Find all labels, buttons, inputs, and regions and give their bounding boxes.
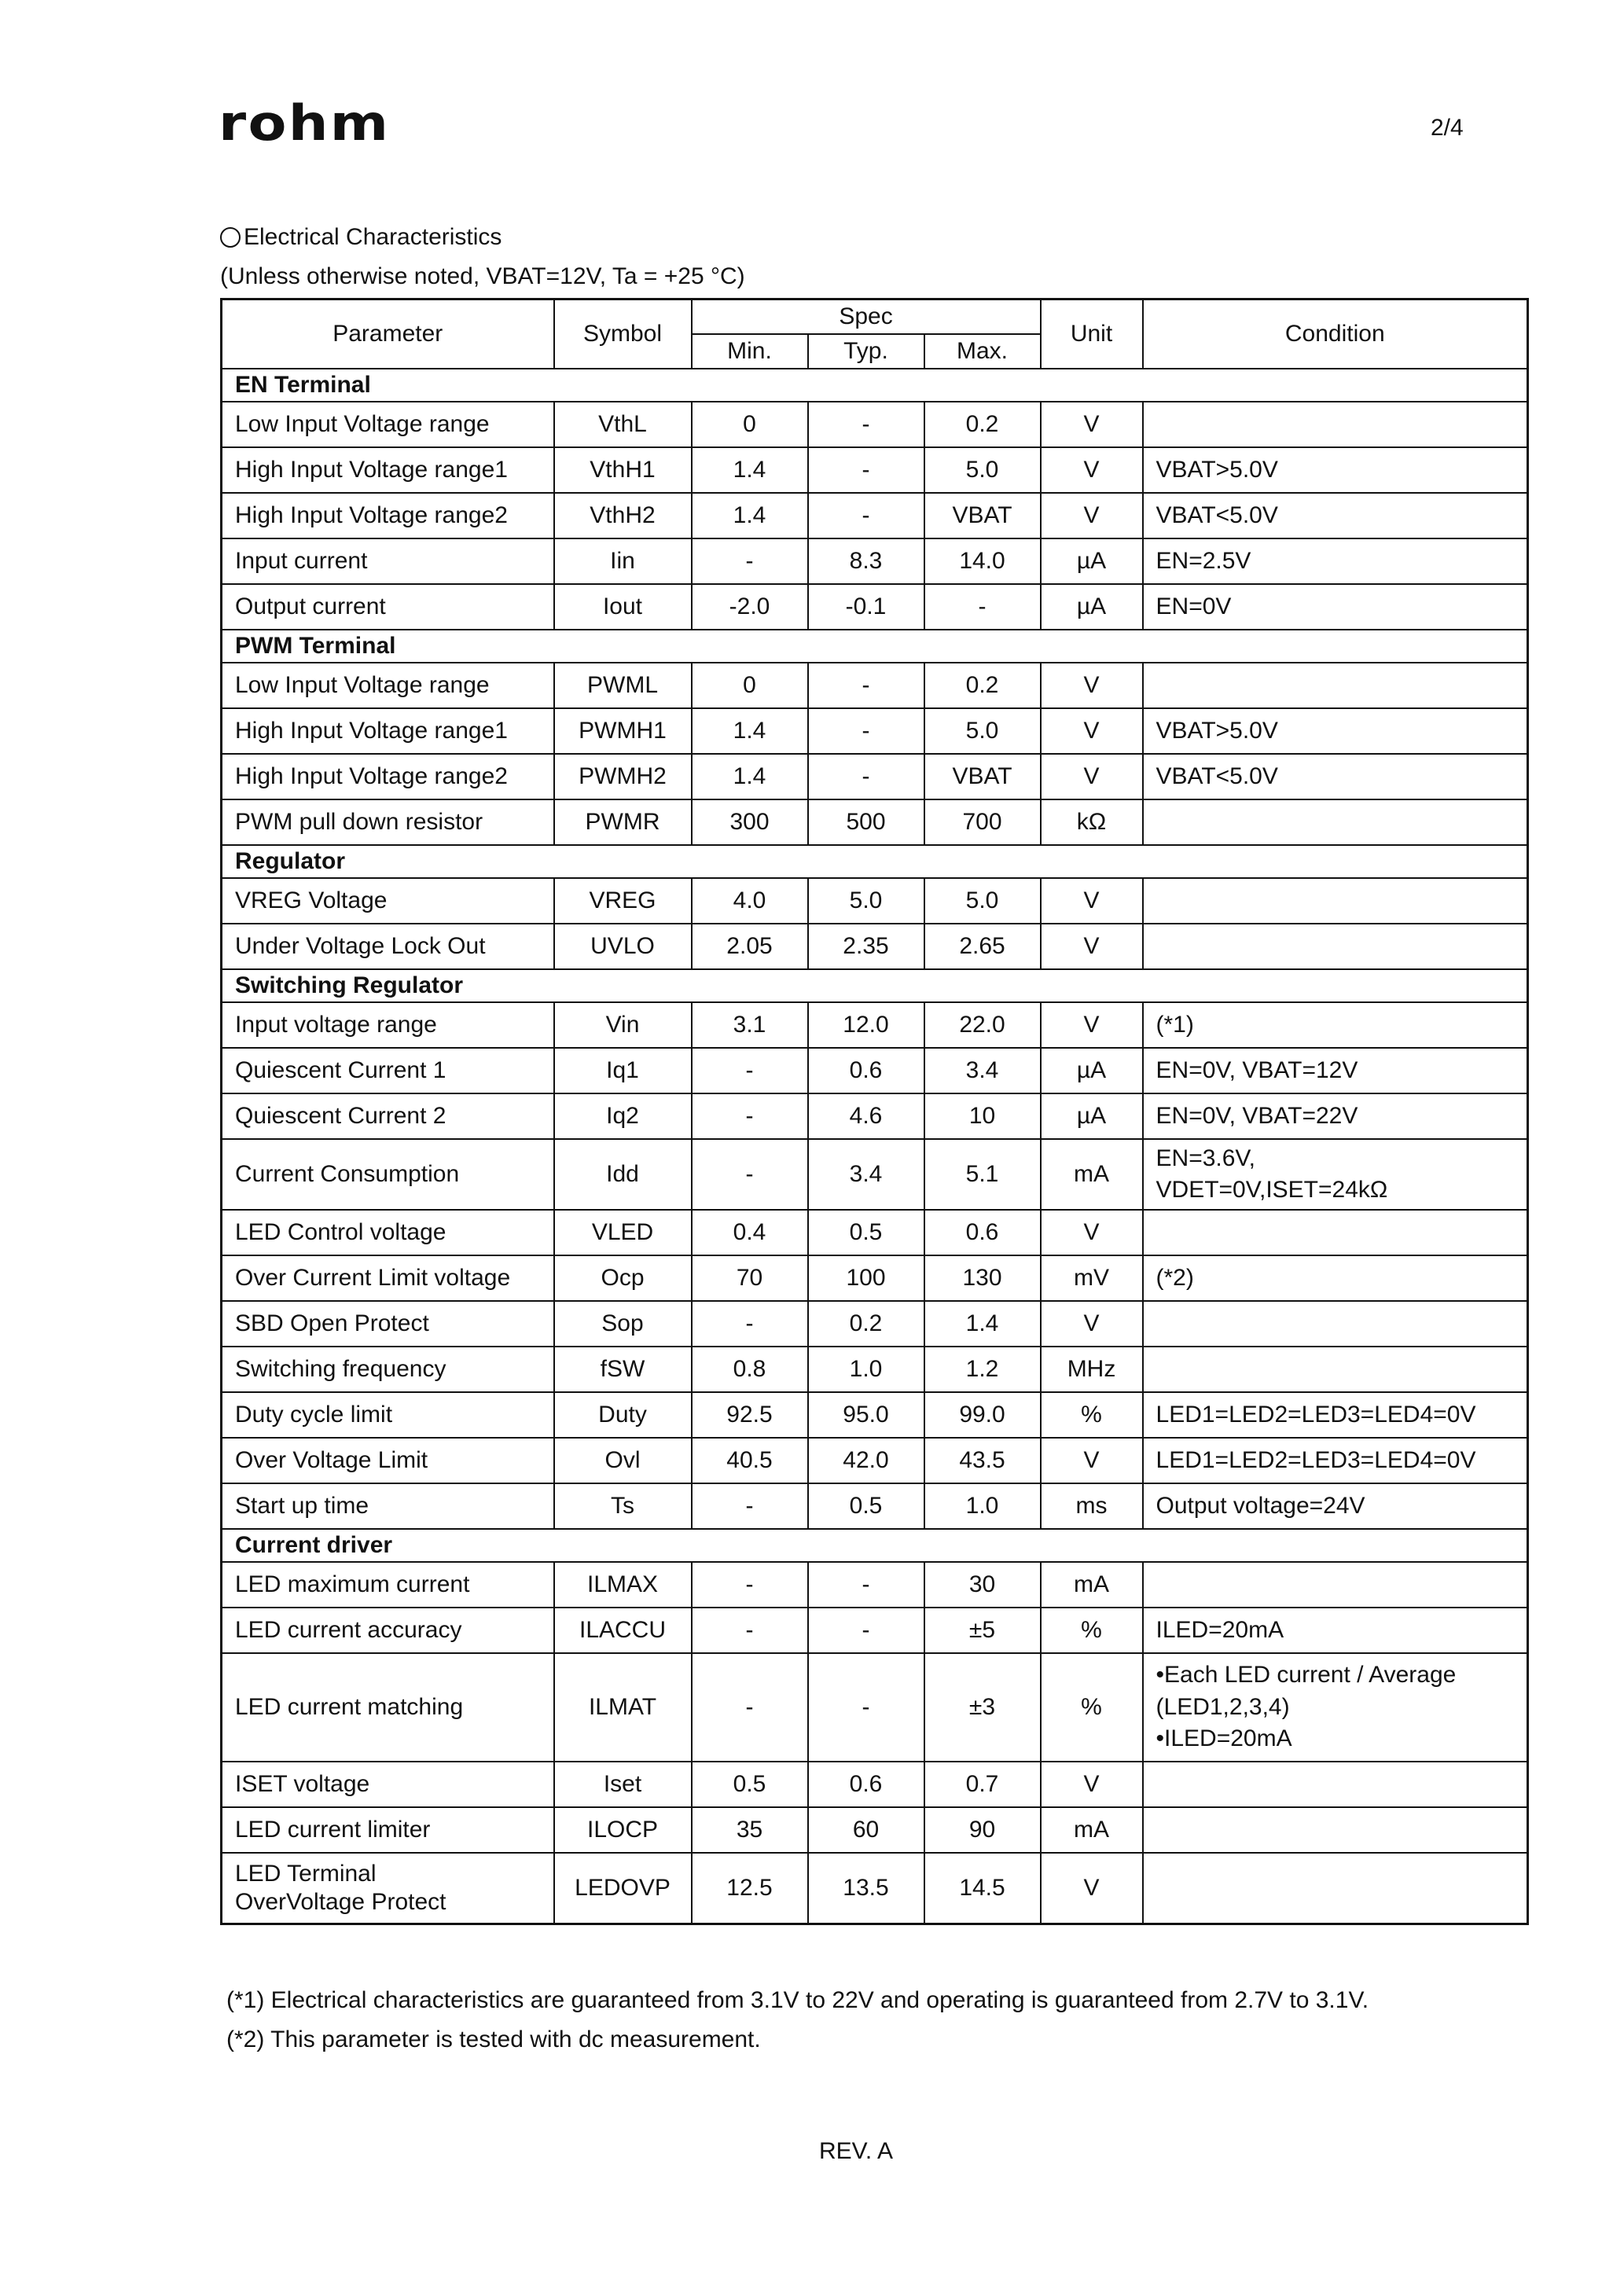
- cell-symbol: Iin: [554, 538, 692, 584]
- table-row: [222, 1139, 1528, 1210]
- cell-symbol: ILOCP: [554, 1807, 692, 1853]
- cell-condition: EN=2.5V: [1143, 538, 1528, 584]
- cell-condition: [1143, 1562, 1528, 1608]
- cell-max: 5.0: [924, 447, 1041, 493]
- cell-min: -: [692, 1608, 808, 1653]
- cell-symbol: UVLO: [554, 924, 692, 969]
- circle-bullet-icon: [220, 227, 241, 248]
- cell-min: 0: [692, 663, 808, 708]
- table-row: [222, 447, 1528, 493]
- cell-typ: 5.0: [808, 878, 924, 924]
- cell-condition-line: VDET=0V,ISET=24kΩ: [1156, 1177, 1388, 1203]
- cell-max: 5.1: [924, 1139, 1041, 1210]
- cell-typ: 12.0: [808, 1002, 924, 1048]
- cell-max: VBAT: [924, 754, 1041, 799]
- cell-unit: V: [1041, 1210, 1143, 1255]
- cell-min: 0.8: [692, 1347, 808, 1392]
- table-row: [222, 1762, 1528, 1807]
- page-number: 2/4: [1431, 115, 1464, 141]
- cell-max: VBAT: [924, 493, 1041, 538]
- rohm-logo: rohm: [219, 94, 391, 152]
- cell-typ: -: [808, 493, 924, 538]
- cell-parameter: Switching frequency: [222, 1347, 554, 1392]
- header-unit: Unit: [1041, 299, 1143, 369]
- cell-condition: [1143, 1347, 1528, 1392]
- cell-symbol: Ovl: [554, 1438, 692, 1483]
- table-row: [222, 1653, 1528, 1762]
- cell-symbol: Ocp: [554, 1255, 692, 1301]
- cell-condition: VBAT>5.0V: [1143, 447, 1528, 493]
- cell-min: 0.4: [692, 1210, 808, 1255]
- cell-unit: V: [1041, 1762, 1143, 1807]
- section-row: [222, 630, 1528, 663]
- cell-symbol: Duty: [554, 1392, 692, 1438]
- cell-min: -: [692, 1562, 808, 1608]
- header-condition: Condition: [1143, 299, 1528, 369]
- cell-min: 92.5: [692, 1392, 808, 1438]
- cell-max: 90: [924, 1807, 1041, 1853]
- table-row: [222, 1853, 1528, 1924]
- cell-max: 2.65: [924, 924, 1041, 969]
- cell-symbol: PWMR: [554, 799, 692, 845]
- cell-max: 1.4: [924, 1301, 1041, 1347]
- cell-typ: 0.6: [808, 1762, 924, 1807]
- cell-min: 1.4: [692, 708, 808, 754]
- header-parameter: Parameter: [222, 299, 554, 369]
- cell-condition-line: •Each LED current / Average: [1156, 1662, 1457, 1689]
- section-row: [222, 369, 1528, 402]
- cell-unit: V: [1041, 493, 1143, 538]
- cell-parameter: High Input Voltage range1: [222, 708, 554, 754]
- cell-parameter: LED current matching: [222, 1653, 554, 1762]
- cell-unit: %: [1041, 1392, 1143, 1438]
- cell-typ: 4.6: [808, 1093, 924, 1139]
- cell-unit: V: [1041, 663, 1143, 708]
- cell-min: -: [692, 538, 808, 584]
- section-row: [222, 845, 1528, 878]
- table-row: [222, 1438, 1528, 1483]
- cell-condition: EN=0V, VBAT=12V: [1143, 1048, 1528, 1093]
- cell-condition: [1143, 878, 1528, 924]
- cell-unit: mA: [1041, 1807, 1143, 1853]
- cell-max: 700: [924, 799, 1041, 845]
- section-title: EN Terminal: [222, 369, 1528, 402]
- revision-label: REV. A: [819, 2138, 893, 2164]
- section-row: [222, 1529, 1528, 1562]
- cell-condition: [1143, 1853, 1528, 1924]
- cell-unit: V: [1041, 1853, 1143, 1924]
- cell-min: 40.5: [692, 1438, 808, 1483]
- cell-typ: 0.6: [808, 1048, 924, 1093]
- cell-condition: Output voltage=24V: [1143, 1483, 1528, 1529]
- cell-min: 0: [692, 402, 808, 447]
- cell-symbol: Idd: [554, 1139, 692, 1210]
- section-heading: [220, 223, 502, 252]
- cell-unit: mA: [1041, 1562, 1143, 1608]
- cell-unit: mA: [1041, 1139, 1143, 1210]
- cell-max: 1.2: [924, 1347, 1041, 1392]
- cell-condition: (*1): [1143, 1002, 1528, 1048]
- cell-parameter: ISET voltage: [222, 1762, 554, 1807]
- cell-unit: V: [1041, 1301, 1143, 1347]
- cell-parameter: Low Input Voltage range: [222, 663, 554, 708]
- cell-symbol: Sop: [554, 1301, 692, 1347]
- cell-unit: MHz: [1041, 1347, 1143, 1392]
- cell-condition: [1143, 1139, 1528, 1210]
- cell-parameter: High Input Voltage range1: [222, 447, 554, 493]
- cell-condition: ILED=20mA: [1143, 1608, 1528, 1653]
- cell-condition: EN=0V, VBAT=22V: [1143, 1093, 1528, 1139]
- cell-min: 35: [692, 1807, 808, 1853]
- cell-max: 1.0: [924, 1483, 1041, 1529]
- cell-parameter: Input voltage range: [222, 1002, 554, 1048]
- cell-max: ±3: [924, 1653, 1041, 1762]
- cell-condition: [1143, 663, 1528, 708]
- cell-parameter: High Input Voltage range2: [222, 754, 554, 799]
- cell-max: 0.2: [924, 663, 1041, 708]
- section-title: PWM Terminal: [222, 630, 1528, 663]
- cell-min: 1.4: [692, 493, 808, 538]
- cell-symbol: VthH2: [554, 493, 692, 538]
- table-row: [222, 1210, 1528, 1255]
- cell-condition: [1143, 1807, 1528, 1853]
- cell-min: 70: [692, 1255, 808, 1301]
- table-row: [222, 799, 1528, 845]
- table-row: [222, 402, 1528, 447]
- cell-parameter-line: LED Terminal: [235, 1861, 377, 1887]
- cell-unit: V: [1041, 1438, 1143, 1483]
- cell-condition: VBAT<5.0V: [1143, 493, 1528, 538]
- cell-typ: 100: [808, 1255, 924, 1301]
- cell-min: 1.4: [692, 447, 808, 493]
- cell-typ: 60: [808, 1807, 924, 1853]
- cell-condition-line: (LED1,2,3,4): [1156, 1693, 1290, 1720]
- cell-condition-line: •ILED=20mA: [1156, 1725, 1292, 1752]
- cell-typ: -: [808, 663, 924, 708]
- table-row: [222, 1093, 1528, 1139]
- cell-max: 0.2: [924, 402, 1041, 447]
- cell-min: 3.1: [692, 1002, 808, 1048]
- header-max: Max.: [924, 334, 1041, 369]
- cell-parameter: Low Input Voltage range: [222, 402, 554, 447]
- cell-parameter: LED maximum current: [222, 1562, 554, 1608]
- cell-symbol: Iq2: [554, 1093, 692, 1139]
- cell-unit: %: [1041, 1653, 1143, 1762]
- cell-condition: LED1=LED2=LED3=LED4=0V: [1143, 1392, 1528, 1438]
- cell-symbol: fSW: [554, 1347, 692, 1392]
- header-symbol: Symbol: [554, 299, 692, 369]
- table-row: [222, 1048, 1528, 1093]
- cell-parameter: SBD Open Protect: [222, 1301, 554, 1347]
- table-row: [222, 1807, 1528, 1853]
- cell-max: 130: [924, 1255, 1041, 1301]
- cell-condition: LED1=LED2=LED3=LED4=0V: [1143, 1438, 1528, 1483]
- cell-condition: [1143, 799, 1528, 845]
- cell-typ: 42.0: [808, 1438, 924, 1483]
- footnote-1: (*1) Electrical characteristics are guaranteed from 3.1V to 22V and operating is guaranteed from 2.7V to 3.1V.: [226, 1987, 1369, 2013]
- cell-symbol: Vin: [554, 1002, 692, 1048]
- cell-unit: V: [1041, 754, 1143, 799]
- section-title: Electrical Characteristics: [244, 224, 502, 250]
- cell-typ: -0.1: [808, 584, 924, 630]
- cell-parameter: Input current: [222, 538, 554, 584]
- section-title: Current driver: [222, 1529, 1528, 1562]
- cell-min: -: [692, 1653, 808, 1762]
- table-row: [222, 1608, 1528, 1653]
- footnote-2: (*2) This parameter is tested with dc measurement.: [226, 2027, 761, 2052]
- table-row: [222, 584, 1528, 630]
- cell-parameter: VREG Voltage: [222, 878, 554, 924]
- table-row: [222, 878, 1528, 924]
- cell-min: -2.0: [692, 584, 808, 630]
- cell-parameter: PWM pull down resistor: [222, 799, 554, 845]
- cell-symbol: PWMH2: [554, 754, 692, 799]
- cell-typ: -: [808, 754, 924, 799]
- cell-symbol: ILMAX: [554, 1562, 692, 1608]
- cell-unit: µA: [1041, 1093, 1143, 1139]
- cell-min: 4.0: [692, 878, 808, 924]
- table-row: [222, 663, 1528, 708]
- cell-unit: mV: [1041, 1255, 1143, 1301]
- cell-parameter: Over Current Limit voltage: [222, 1255, 554, 1301]
- table-row: [222, 493, 1528, 538]
- cell-unit: V: [1041, 878, 1143, 924]
- cell-typ: 8.3: [808, 538, 924, 584]
- cell-typ: -: [808, 1653, 924, 1762]
- cell-min: 2.05: [692, 924, 808, 969]
- cell-typ: 13.5: [808, 1853, 924, 1924]
- cell-symbol: Iout: [554, 584, 692, 630]
- cell-max: 99.0: [924, 1392, 1041, 1438]
- header-min: Min.: [692, 334, 808, 369]
- cell-min: -: [692, 1048, 808, 1093]
- cell-typ: 1.0: [808, 1347, 924, 1392]
- cell-typ: -: [808, 447, 924, 493]
- cell-parameter: LED current accuracy: [222, 1608, 554, 1653]
- cell-unit: V: [1041, 447, 1143, 493]
- cell-symbol: Iq1: [554, 1048, 692, 1093]
- section-title: Switching Regulator: [222, 969, 1528, 1002]
- cell-symbol: Ts: [554, 1483, 692, 1529]
- cell-condition-line: EN=3.6V,: [1156, 1145, 1256, 1171]
- cell-unit: µA: [1041, 584, 1143, 630]
- header-typ: Typ.: [808, 334, 924, 369]
- cell-unit: µA: [1041, 538, 1143, 584]
- cell-max: 5.0: [924, 708, 1041, 754]
- table-body: [222, 369, 1528, 1924]
- cell-condition: VBAT>5.0V: [1143, 708, 1528, 754]
- cell-symbol: LEDOVP: [554, 1853, 692, 1924]
- cell-min: 0.5: [692, 1762, 808, 1807]
- cell-max: 10: [924, 1093, 1041, 1139]
- table-row: [222, 1347, 1528, 1392]
- cell-min: 1.4: [692, 754, 808, 799]
- cell-max: 43.5: [924, 1438, 1041, 1483]
- cell-typ: 0.5: [808, 1210, 924, 1255]
- cell-condition: EN=0V: [1143, 584, 1528, 630]
- table-row: [222, 1392, 1528, 1438]
- cell-symbol: Iset: [554, 1762, 692, 1807]
- cell-symbol: PWMH1: [554, 708, 692, 754]
- cell-parameter: Output current: [222, 584, 554, 630]
- cell-parameter: LED current limiter: [222, 1807, 554, 1853]
- cell-typ: -: [808, 1562, 924, 1608]
- table-row: [222, 538, 1528, 584]
- cell-max: 3.4: [924, 1048, 1041, 1093]
- cell-typ: 95.0: [808, 1392, 924, 1438]
- cell-unit: V: [1041, 1002, 1143, 1048]
- cell-condition: [1143, 1210, 1528, 1255]
- cell-max: 14.5: [924, 1853, 1041, 1924]
- cell-parameter: High Input Voltage range2: [222, 493, 554, 538]
- cell-condition: [1143, 1301, 1528, 1347]
- cell-condition: [1143, 402, 1528, 447]
- cell-parameter: Start up time: [222, 1483, 554, 1529]
- cell-parameter-line: OverVoltage Protect: [235, 1889, 446, 1915]
- table-row: [222, 1255, 1528, 1301]
- cell-typ: -: [808, 402, 924, 447]
- cell-unit: ms: [1041, 1483, 1143, 1529]
- cell-condition: (*2): [1143, 1255, 1528, 1301]
- cell-typ: -: [808, 708, 924, 754]
- table-row: [222, 1002, 1528, 1048]
- cell-symbol: VthL: [554, 402, 692, 447]
- cell-parameter: Current Consumption: [222, 1139, 554, 1210]
- cell-max: 0.7: [924, 1762, 1041, 1807]
- header-spec: Spec: [692, 299, 1041, 335]
- cell-typ: 500: [808, 799, 924, 845]
- cell-max: -: [924, 584, 1041, 630]
- cell-max: ±5: [924, 1608, 1041, 1653]
- cell-symbol: ILACCU: [554, 1608, 692, 1653]
- cell-min: -: [692, 1483, 808, 1529]
- cell-typ: -: [808, 1608, 924, 1653]
- cell-symbol: VthH1: [554, 447, 692, 493]
- cell-condition: [1143, 1762, 1528, 1807]
- cell-symbol: VLED: [554, 1210, 692, 1255]
- cell-max: 0.6: [924, 1210, 1041, 1255]
- section-subtitle: (Unless otherwise noted, VBAT=12V, Ta = +25 °C): [220, 263, 745, 289]
- cell-parameter: Quiescent Current 1: [222, 1048, 554, 1093]
- cell-min: -: [692, 1093, 808, 1139]
- cell-unit: %: [1041, 1608, 1143, 1653]
- table-row: [222, 1483, 1528, 1529]
- cell-symbol: ILMAT: [554, 1653, 692, 1762]
- cell-unit: V: [1041, 708, 1143, 754]
- cell-symbol: VREG: [554, 878, 692, 924]
- section-row: [222, 969, 1528, 1002]
- table-header-row: [222, 299, 1528, 335]
- table-row: [222, 1301, 1528, 1347]
- cell-max: 30: [924, 1562, 1041, 1608]
- cell-typ: 0.5: [808, 1483, 924, 1529]
- cell-condition: [1143, 924, 1528, 969]
- cell-parameter: LED Control voltage: [222, 1210, 554, 1255]
- cell-min: -: [692, 1301, 808, 1347]
- cell-min: -: [692, 1139, 808, 1210]
- cell-parameter: Quiescent Current 2: [222, 1093, 554, 1139]
- cell-typ: 3.4: [808, 1139, 924, 1210]
- cell-condition: [1143, 1653, 1528, 1762]
- cell-unit: V: [1041, 924, 1143, 969]
- cell-typ: 0.2: [808, 1301, 924, 1347]
- cell-min: 300: [692, 799, 808, 845]
- cell-max: 22.0: [924, 1002, 1041, 1048]
- cell-unit: µA: [1041, 1048, 1143, 1093]
- section-title: Regulator: [222, 845, 1528, 878]
- electrical-characteristics-table: [220, 298, 1529, 1925]
- cell-parameter: [222, 1853, 554, 1924]
- table-row: [222, 754, 1528, 799]
- cell-max: 5.0: [924, 878, 1041, 924]
- table-row: [222, 708, 1528, 754]
- table-row: [222, 1562, 1528, 1608]
- cell-parameter: Over Voltage Limit: [222, 1438, 554, 1483]
- cell-parameter: Under Voltage Lock Out: [222, 924, 554, 969]
- table-row: [222, 924, 1528, 969]
- cell-max: 14.0: [924, 538, 1041, 584]
- cell-unit: kΩ: [1041, 799, 1143, 845]
- cell-parameter: Duty cycle limit: [222, 1392, 554, 1438]
- cell-typ: 2.35: [808, 924, 924, 969]
- cell-min: 12.5: [692, 1853, 808, 1924]
- cell-condition: VBAT<5.0V: [1143, 754, 1528, 799]
- cell-symbol: PWML: [554, 663, 692, 708]
- cell-unit: V: [1041, 402, 1143, 447]
